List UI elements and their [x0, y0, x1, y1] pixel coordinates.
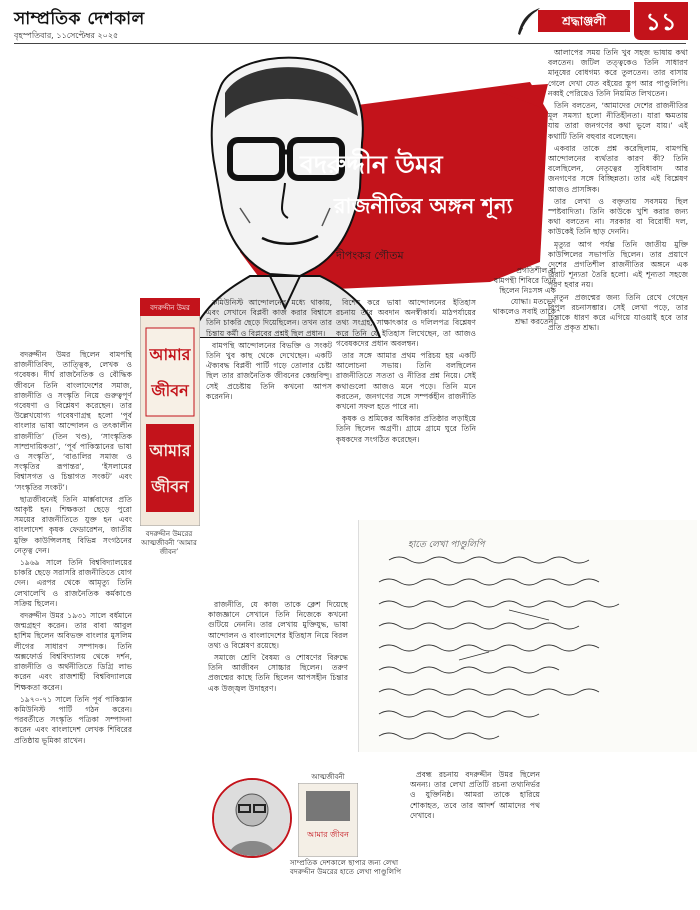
small-book-title: আমার জীবন — [307, 830, 349, 839]
paragraph: বদরুদ্দীন উমর ১৯৩১ সালে বর্ধমানে জন্মগ্রহণ করেন। তার বাবা আবুল হাশিম ছিলেন অবিভক্ত বাংলার মুসলিম লীগের সাধারণ সম্পাদক। তিনি অক্সফোর্ড বিশ্ববিদ্যালয় থেকে দর্শন, রাজনীতি ও অর্থনীতিতে ডিগ্রি লাভ করেন এবং রাজশাহী বিশ্ববিদ্যালয়ে শিক্ষকতা করেন। — [14, 611, 132, 692]
manuscript-image — [358, 520, 697, 752]
paragraph: তার সঙ্গে আমার প্রথম পরিচয় হয় একটি আলোচনা সভায়। তিনি বলছিলেন রাজনীতিতে সততা ও নীতির প্রশ্ন নিয়ে। সেই কথাগুলো আজও মনে পড়ে। তিনি মনে করতেন, জনগণের সঙ্গে সম্পর্কহীন রাজনীতি কখনো সফল হতে পারে না। — [336, 351, 476, 412]
article-column-5 — [488, 266, 556, 362]
handwriting-scribble — [359, 520, 697, 752]
paragraph: বামপন্থি আন্দোলনের বিভক্তি ও সংকট তিনি খুব কাছ থেকে দেখেছেন। একটি ঐক্যবদ্ধ বিপ্লবী পার্টি গড়ে তোলার চেষ্টা ছিল তার রাজনৈতিক জীবনের কেন্দ্রবিন্দু। সেই প্রচেষ্টায় তিনি কখনো আপস করেননি। — [206, 340, 332, 401]
article-column-2 — [206, 298, 332, 538]
article-headline: বদরুদ্দীন উমর — [300, 150, 443, 179]
article-column-7 — [410, 770, 540, 898]
book-title-line-2: জীবন — [151, 381, 189, 400]
paragraph: ছাত্রজীবনেই তিনি মার্ক্সবাদের প্রতি আকৃষ্ট হন। শিক্ষকতা ছেড়ে পুরো সময়ের রাজনীতিতে যুক্ত হন এবং বাংলাদেশ কৃষক ফেডারেশন, জাতীয় মুক্তি কাউন্সিলসহ বিভিন্ন সংগঠনের নেতৃত্ব দেন। — [14, 494, 132, 555]
masthead-date: বৃহস্পতিবার, ১১সেপ্টেম্বর ২০২৫ — [14, 31, 119, 40]
paragraph: তার লেখা ও বক্তৃতায় সবসময় ছিল স্পষ্টবাদিতা। তিনি কাউকে খুশি করার জন্য কথা বলতেন না। সরকার বা বিরোধী দল, কাউকেই তিনি ছাড় দেননি। — [548, 196, 688, 237]
article-column-1 — [14, 350, 132, 898]
paragraph: প্রগতিশীল বা বামপন্থী শিবিরে তিনি ছিলেন নিঃসঙ্গ এক যোদ্ধা। মতভেদ থাকলেও সবাই তাকে শ্রদ্ধা করতেন। — [492, 266, 556, 327]
paragraph: ১৯৬৯ সালে তিনি বিশ্ববিদ্যালয়ের চাকরি ছেড়ে সরাসরি রাজনীতিতে যোগ দেন। এরপর থেকে আমৃত্যু তিনি লেখালেখি ও রাজনৈতিক কর্মকাণ্ডে সক্রিয় ছিলেন। — [14, 558, 132, 608]
author-photo — [212, 778, 292, 858]
book-caption: বদরুদ্দীন উমরের আত্মজীবনী ‘আমার জীবন’ — [141, 530, 197, 556]
author-photo-illustration — [214, 780, 290, 856]
paragraph: বিশেষ করে ভাষা আন্দোলনের ইতিহাস রচনায় তার অবদান অনস্বীকার্য। মাঠপর্যায়ের তথ্য সংগ্রহ, সাক্ষাৎকার ও দলিলপত্র বিশ্লেষণ করে তিনি যে ইতিহাস লিখেছেন, তা আজও গবেষকদের প্রধান অবলম্বন। — [336, 298, 476, 348]
article-column-3 — [208, 600, 348, 766]
page-number: ১১ — [634, 2, 688, 40]
paragraph: মৃত্যুর আগ পর্যন্ত তিনি জাতীয় মুক্তি কাউন্সিলের সভাপতি ছিলেন। তার প্রয়াণে দেশের প্রগতিশীল রাজনীতির অঙ্গনে এক বিরাট শূন্যতা তৈরি হলো। এই শূন্যতা সহজে পূরণ হবার নয়। — [548, 239, 688, 290]
book-author: বদরুদ্দীন উমর — [150, 304, 190, 312]
paragraph: সমাজে শ্রেণি বৈষম্য ও শোষণের বিরুদ্ধে তিনি আজীবন সোচ্চার ছিলেন। তরুণ প্রজন্মের কাছে তিনি ছিলেন আপসহীন চিন্তার এক উজ্জ্বল উদাহরণ। — [208, 653, 348, 693]
book-cover-image — [140, 298, 200, 526]
masthead-rule — [14, 43, 686, 44]
small-book-cover — [298, 783, 358, 857]
paragraph: কমিউনিস্ট আন্দোলনের মধ্যে থাকায়, এবং সেখানে বিপ্লবী কাজ করার বিশ্বাসে তিনি চাকরি ছেড়ে দিয়েছিলেন। তখন তার চিন্তায় কর্মী ও বিপ্লবের প্রশ্নই ছিল প্রধান। — [206, 298, 332, 338]
article-subhead: রাজনীতির অঙ্গন শূন্য — [334, 193, 513, 218]
paragraph: প্রবন্ধ রচনায় বদরুদ্দীন উমর ছিলেন অনন্য। তার লেখা প্রতিটি রচনা তথ্যনির্ভর ও যুক্তিনিষ্ঠ। আমরা তাকে হারিয়ে শোকাহত, তবে তার আদর্শ আমাদের পথ দেখাবে। — [410, 770, 540, 820]
paragraph: কৃষক ও শ্রমিকের অধিকার প্রতিষ্ঠার লড়াইয়ে তিনি ছিলেন অগ্রণী। গ্রামে গ্রামে ঘুরে তিনি কৃষকদের সংগঠিত করেছেন। — [336, 414, 476, 444]
paragraph: বদরুদ্দীন উমর ছিলেন বামপন্থি রাজনীতিবিদ, তাত্ত্বিক, লেখক ও গবেষক। দীর্ঘ রাজনৈতিক ও বৌদ্ধিক জীবনে তিনি বাংলাদেশের সমাজ, রাজনীতি ও সংস্কৃতি নিয়ে গুরুত্বপূর্ণ গবেষণা ও বিশ্লেষণ করেছেন। তার উল্লেখযোগ্য গবেষণাগ্রন্থ হলো ‘পূর্ব বাংলার ভাষা আন্দোলন ও তৎকালীন রাজনীতি’ (তিন খণ্ড), ‘সাংস্কৃতিক সাম্প্রদায়িকতা’, ‘পূর্ব পাকিস্তানের ভাষা ও সংস্কৃতি’, ‘বাঙালির সমাজ ও সংস্কৃতির রূপান্তর’, ‘ইসলামের বিশ্বাসগত ও চিন্তাগত সংকট’ এবং ‘সংস্কৃতির সংকট’। — [14, 350, 132, 492]
paragraph: নতুন প্রজন্মের জন্য তিনি রেখে গেছেন বিপুল রচনাসম্ভার। সেই লেখা পড়ে, তার চিন্তাকে ধারণ করে এগিয়ে যাওয়াই হবে তার প্রতি প্রকৃত শ্রদ্ধা। — [548, 292, 688, 333]
paragraph: তিনি বলতেন, ‘আমাদের দেশের রাজনীতির মূল সমস্যা হলো নীতিহীনতা। যারা ক্ষমতায় যায় তারা জনগণের কথা ভুলে যায়।’ এই কথাটি তিনি বহুবার বলেছেন। — [548, 101, 688, 141]
book-title-line-2-reflection: জীবন — [151, 477, 189, 496]
paragraph: একবার তাকে প্রশ্ন করেছিলাম, বামপন্থি আন্দোলনের ব্যর্থতার কারণ কী? তিনি বলেছিলেন, নেতৃত্বের সুবিধাবাদ আর জনগণের সঙ্গে বিচ্ছিন্নতা। তার এই বিশ্লেষণ আজও প্রাসঙ্গিক। — [548, 143, 688, 194]
section-label: শ্রদ্ধাঞ্জলী — [538, 10, 630, 32]
masthead-title: সাম্প্রতিক দেশকাল — [14, 9, 145, 29]
small-book-label: আত্মজীবনী — [311, 773, 345, 781]
manuscript-caption: সাম্প্রতিক দেশকালে ছাপার জন্য লেখা বদরুদ্দীন উমরের হাতে লেখা পাণ্ডুলিপি — [290, 858, 402, 876]
paragraph: রাজনীতি, যে কাজ তাকে ক্লেশ দিয়েছে কাজজ্ঞানে সেখানে তিনি নিজেকে কখনো গুটিয়ে নেননি। তার লেখায় মুক্তিযুদ্ধ, ভাষা আন্দোলন ও বাংলাদেশের ইতিহাস নিয়ে বিরল তথ্য ও বিশ্লেষণ রয়েছে। — [208, 600, 348, 650]
paragraph: ১৯৭০-৭১ সালে তিনি পূর্ব পাকিস্তান কমিউনিস্ট পার্টি গঠন করেন। পরবর্তীতে সংস্কৃতি পত্রিকা সম্পাদনা করেন এবং বাংলাদেশ লেখক শিবিরের প্রতিষ্ঠায় ভূমিকা রাখেন। — [14, 694, 132, 745]
article-byline: দীপংকর গৌতম — [336, 249, 404, 262]
manuscript-heading: হাতে লেখা পাণ্ডুলিপি — [408, 540, 485, 550]
book-title-line-1: আমার — [149, 345, 191, 364]
paragraph: আলাপের সময় তিনি খুব সহজ ভাষায় কথা বলতেন। জটিল তত্ত্বকেও তিনি সাধারণ মানুষের বোধগম্য করে তুলতেন। তার বাসায় গেলে দেখা যেত বইয়ের স্তূপ আর পাণ্ডুলিপি। নব্বই পেরিয়েও তিনি নিয়মিত লিখতেন। — [548, 48, 688, 98]
article-column-6 — [548, 48, 688, 898]
book-title-line-1-reflection: আমার — [149, 441, 191, 460]
